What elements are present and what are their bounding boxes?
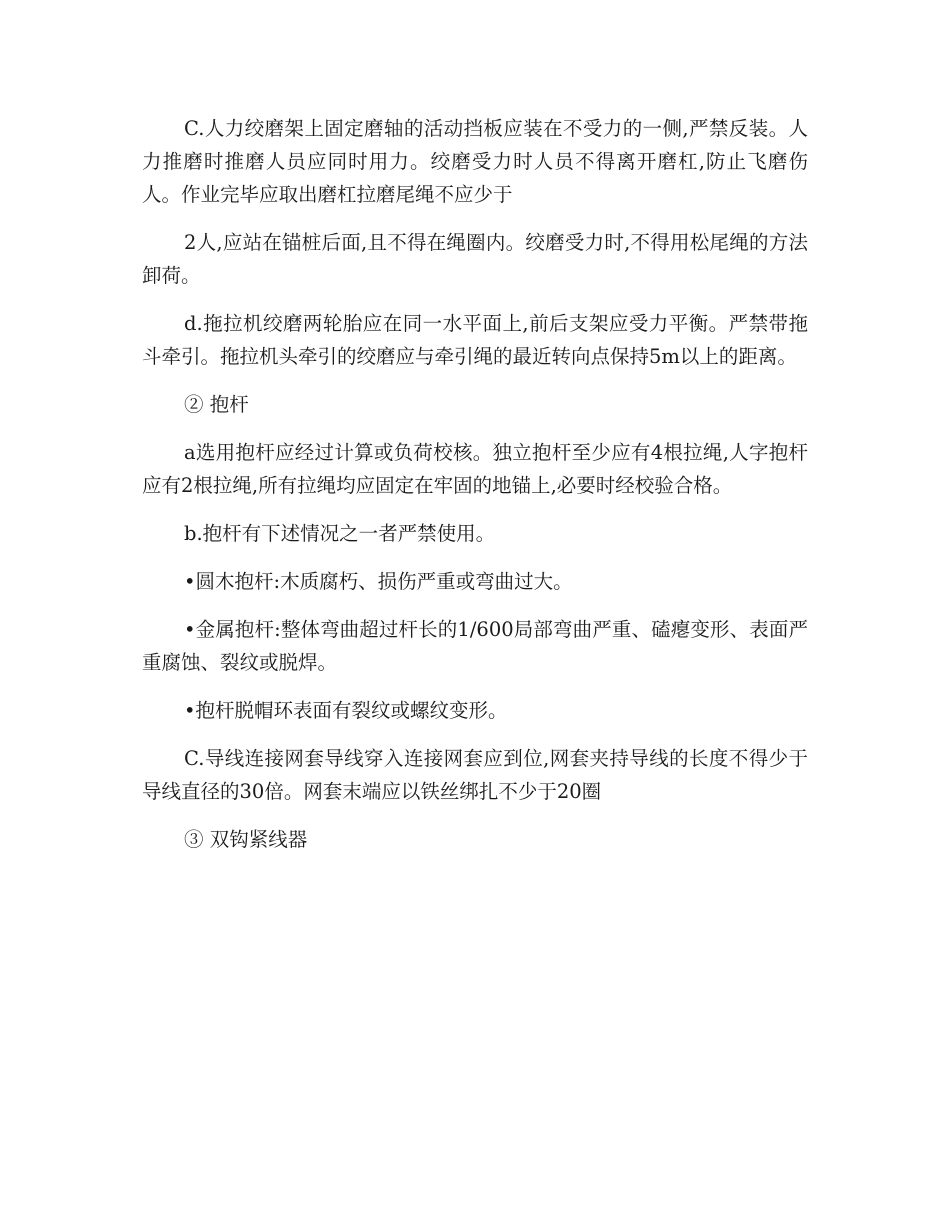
bullet-wooden-pole: •圆木抱杆:木质腐朽、损伤严重或弯曲过大。 — [184, 570, 573, 593]
paragraph-gin-pole-prohibited: b.抱杆有下述情况之一者严禁使用。 — [184, 522, 496, 545]
bullet-cap-ring: •抱杆脱帽环表面有裂纹或螺纹变形。 — [184, 699, 508, 722]
paragraph-conductor-mesh-sleeve: C.导线连接网套导线穿入连接网套应到位,网套夹持导线的长度不得少于导线直径的30倍。网套末端应以铁丝绑扎不少于20圈 — [142, 747, 808, 803]
paragraph-anchor-position: 2人,应站在锚桩后面,且不得在绳圈内。绞磨受力时,不得用松尾绳的方法卸荷。 — [142, 231, 808, 287]
paragraph-tractor-winch: d.拖拉机绞磨两轮胎应在同一水平面上,前后支架应受力平衡。严禁带拖斗牵引。拖拉机头牵引的绞磨应与牵引绳的最近转向点保持5m以上的距离。 — [142, 312, 808, 368]
paragraph-gin-pole-selection: a选用抱杆应经过计算或负荷校核。独立抱杆至少应有4根拉绳,人字抱杆应有2根拉绳,所有拉绳均应固定在牢固的地锚上,必要时经校验合格。 — [142, 441, 808, 497]
paragraph-manual-winch: C.人力绞磨架上固定磨轴的活动挡板应装在不受力的一侧,严禁反装。人力推磨时推磨人员应同时用力。绞磨受力时人员不得离开磨杠,防止飞磨伤人。作业完毕应取出磨杠拉磨尾绳不应少于 — [142, 117, 808, 206]
bullet-metal-pole: •金属抱杆:整体弯曲超过杆长的1/600局部弯曲严重、磕瘪变形、表面严重腐蚀、裂纹或脱焊。 — [142, 618, 808, 674]
document-body — [142, 112, 808, 871]
section-heading-gin-pole: ② 抱杆 — [184, 393, 249, 416]
section-heading-double-hook-tensioner: ③ 双钩紧线器 — [184, 828, 308, 851]
